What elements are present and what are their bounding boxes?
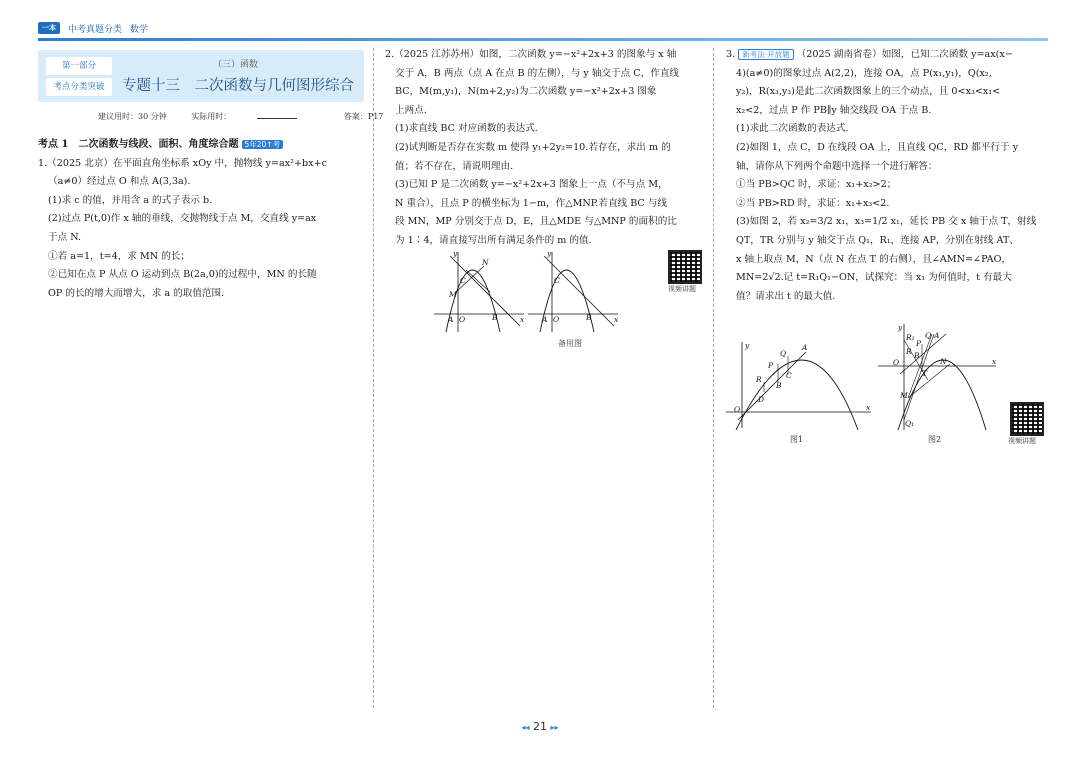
fig1-origin-label: O [734,405,741,414]
q2-line: 2.（2025 江苏苏州）如图，二次函数 y=−x²+2x+3 的图象与 x 轴 [385,49,677,60]
figure-1-caption: 图1 [790,435,804,444]
q3-line: (2)如图 1，点 C，D 在线段 OA 上，且直线 QC，RD 都平行于 y [736,141,1019,153]
qr-label: 视频讲题 [1008,437,1036,445]
q2-line: 上两点. [395,104,427,116]
q1-line: (2)过点 P(t,0)作 x 轴的垂线，交抛物线于点 M，交直线 y=ax [48,213,317,225]
prev-page-icon[interactable]: ◂◂ [521,723,530,732]
fig2-point-q: Q [925,331,932,340]
fig1-point-a: A [802,343,808,352]
fig2-point-r: R [906,347,912,356]
q2-line: 段 MN，MP 分别交于点 D，E，且△MDE 与△MNP 的面积的比 [395,216,677,228]
qr-label: 视频讲题 [668,285,696,293]
running-header [38,18,148,38]
fig-y-label: y [453,249,458,258]
frequency-badge: 5年20↑考 [242,140,284,149]
q3-figure-1 [726,330,876,430]
fig-x-label: x [520,315,525,324]
page-title: 专题十三 二次函数与几何图形综合 [122,78,354,94]
q3-line: 4)(a≠0)的图象过点 A(2,2)，连接 OA，点 P(x₁,y₁)，Q(x₂, [736,67,992,79]
fig2-y-label: y [898,323,903,332]
fig2-point-r1: R₁ [906,333,915,342]
q2-figure [432,248,632,336]
page-number: 21 [533,720,547,733]
qr-code-icon[interactable] [1010,402,1044,436]
backup-figure-caption: 备用图 [558,339,582,348]
q2-line: N 重合），且点 P 的横坐标为 1−m，作△MNP.若直线 BC 与线 [395,197,667,209]
q1-line: 1.（2025 北京）在平面直角坐标系 xOy 中，抛物线 y=ax²+bx+c [38,157,327,169]
keypoint-title: 考点 1 二次函数与线段、面积、角度综合题 5年20↑考 [38,136,368,155]
point-b-label: B [586,313,592,322]
brand-logo: 一本 [38,22,60,34]
part-sub-tag: 考点分类突破 [46,78,112,96]
part-tag: 第一部分 [46,57,112,75]
fig2-point-b: B [914,351,920,360]
fig-x-label: x [614,315,619,324]
timing-info [98,111,405,122]
fig1-y-label: y [745,341,750,350]
section-label: （三）函数 [213,60,259,70]
q2-line: BC，M(m,y₁)，N(m+2,y₂)为二次函数 y=−x²+2x+3 图象 [395,86,657,98]
q1-line: ①若 a=1，t=4，求 MN 的长； [48,250,190,262]
q1-line: (1)求 c 的值，并用含 a 的式子表示 b. [48,194,213,206]
q3-line: x₂<2，过点 P 作 PB∥y 轴交线段 OA 于点 B. [736,104,932,116]
fig2-point-q1: Q₁ [905,419,915,428]
fig1-point-r: R [756,375,762,384]
q3-line: QT，TR 分别与 y 轴交于点 Q₁，R₁，连接 AP，分别在射线 AT、 [736,234,1019,246]
q2-line: (2)试判断是否存在实数 m 使得 y₁+2y₂=10.若存在，求出 m 的 [395,141,671,153]
q3-line: y₂)，R(x₃,y₃)是此二次函数图象上的三个动点，且 0<x₃<x₁< [736,86,1001,98]
fig1-point-d: D [758,395,765,404]
figure-2-caption: 图2 [928,435,942,444]
next-page-icon[interactable]: ▸▸ [550,723,559,732]
header-rule [38,38,1048,41]
qr-code-icon[interactable] [668,250,702,284]
q2-line: (1)求直线 BC 对应函数的表达式. [395,123,538,135]
fig1-point-p: P [768,361,774,370]
q3-number: 3. [726,49,736,60]
actual-time: 实际用时： [191,112,319,121]
q2-main-graph [434,249,525,332]
point-c-label: C [460,276,466,285]
q2-line: 为 1∶4，请直接写出所有满足条件的 m 的值. [395,234,592,246]
q1-line: 于点 N. [48,231,82,243]
q2-backup-graph [528,249,619,332]
point-n-label: N [482,258,489,267]
q3-figure-2 [878,320,998,432]
q2-line: 交于 A，B 两点（点 A 在点 B 的左侧），与 y 轴交于点 C，作直线 [395,67,680,79]
q3-line: ①当 PB>QC 时，求证：x₁+x₂>2； [736,179,897,191]
fig1-point-c: C [786,371,792,380]
q3-line: (3)如图 2，若 x₂=3/2 x₁，x₃=1/2 x₁，延长 PB 交 x 轴于点 T，射线 [736,216,1037,228]
fig-y-label: y [547,249,552,258]
point-b-label: B [492,313,498,322]
subject-name: 数学 [130,24,149,35]
question-1 [38,136,368,303]
fig2-point-p: P [916,339,922,348]
q2-line: 值；若不存在，请说明理由. [395,160,514,172]
q3-line: ②当 PB>RD 时，求证：x₁+x₃<2. [736,197,890,209]
page-footer [0,720,1080,733]
point-c-label: C [554,276,560,285]
fig2-point-m: M [900,391,908,400]
origin-label: O [553,315,560,324]
q2-line: (3)已知 P 是二次函数 y=−x²+2x+3 图象上一点（不与点 M， [395,179,668,191]
fig1-point-b: B [776,381,782,390]
fig2-point-n: N [940,357,947,366]
q3-line: 3. 新考法·开放题 （2025 湖南省卷）如图，已知二次函数 y=ax(x− [726,49,1013,60]
point-a-label: A [542,315,548,324]
fig2-point-t: T [922,369,928,378]
series-name: 中考真题分类 [68,24,123,35]
answer-ref: 答案：P17 [343,112,384,121]
suggested-time: 建议用时：30 分钟 [98,112,167,121]
fig2-point-a: A [934,331,940,340]
q1-line: ②已知在点 P 从点 O 运动到点 B(2a,0)的过程中，MN 的长随 [48,269,317,281]
fig2-origin-label: O [893,358,900,367]
q3-line: 值？请求出 t 的最大值. [736,290,836,302]
point-m-label: M [449,290,457,299]
question-2 [385,46,707,251]
new-method-badge: 新考法·开放题 [738,49,793,60]
fig1-point-q: Q [780,349,787,358]
q3-line: (1)求此二次函数的表达式. [736,123,849,135]
column-divider [373,48,374,708]
origin-label: O [459,315,466,324]
point-a-label: A [448,315,454,324]
chapter-banner [38,50,364,102]
fig2-x-label: x [992,357,997,366]
fig1-x-label: x [866,403,871,412]
q1-line: OP 的长的增大而增大，求 a 的取值范围. [48,287,225,299]
q3-line: MN=2√2.记 t=R₁Q₁−ON，试探究：当 x₁ 为何值时，t 有最大 [736,272,1012,284]
question-3 [726,46,1046,306]
column-divider [713,48,714,708]
q1-line: （a≠0）经过点 O 和点 A(3,3a). [48,176,191,188]
q3-line: 轴，请你从下列两个命题中选择一个进行解答： [736,160,938,172]
q3-line: x 轴上取点 M，N（点 N 在点 T 的右侧），且∠AMN=∠PAO， [736,253,1012,265]
